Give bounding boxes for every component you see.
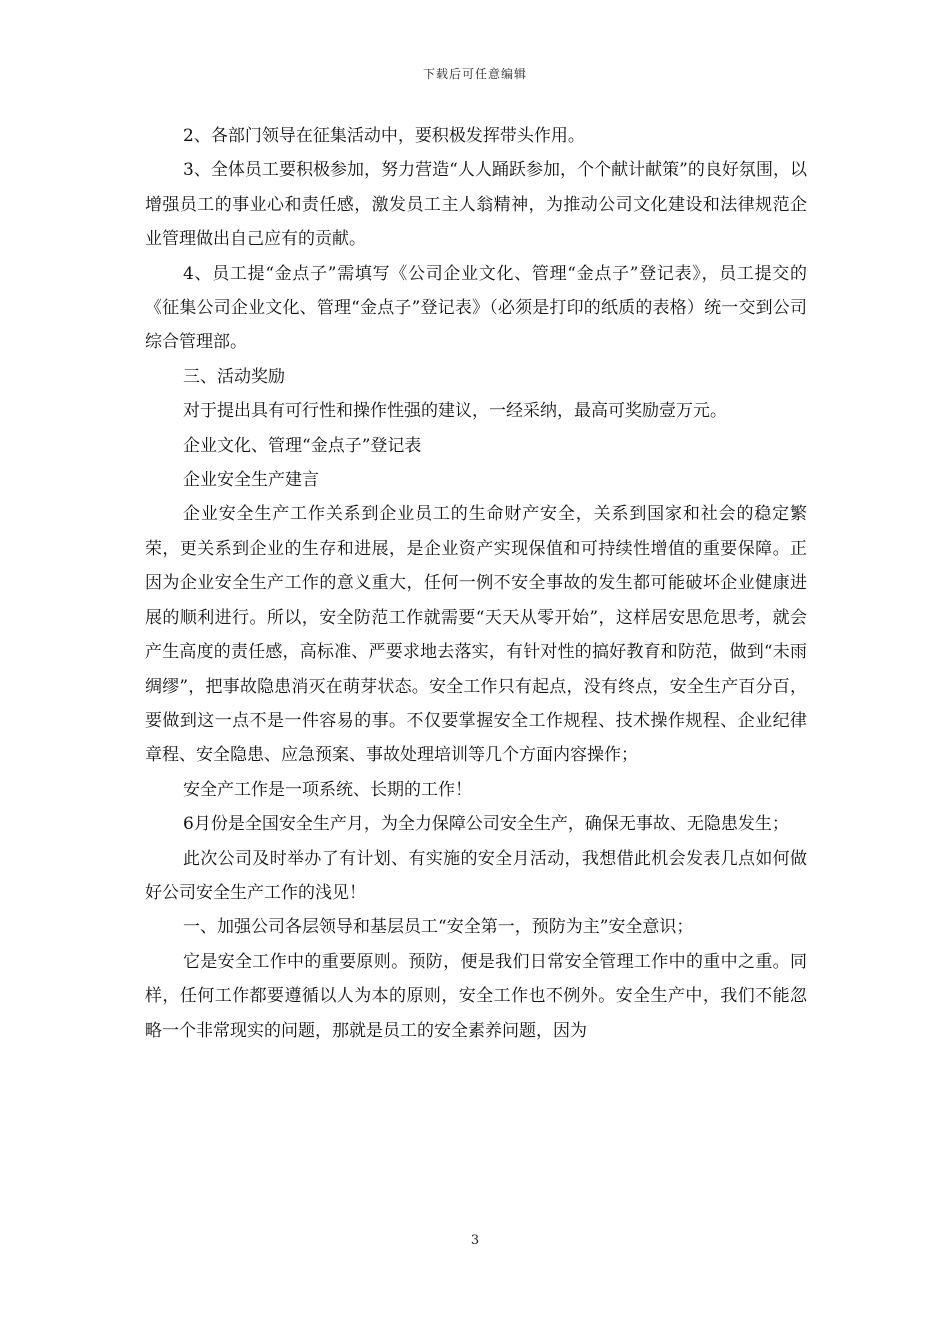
section-heading: 一、加强公司各层领导和基层员工“安全第一，预防为主”安全意识； (183, 917, 694, 938)
paragraph: 6月份是全国安全生产月，为全力保障公司安全生产，确保无事故、无隐患发生； (183, 814, 789, 835)
page-number: 3 (470, 1233, 480, 1248)
document-body (145, 119, 807, 1048)
paragraph: 3、全体员工要积极参加，努力营造“人人踊跃参加，个个献计献策”的良好氛围，以增强员工的事业心和责任感，激发员工主人翁精神，为推动公司文化建设和法律规范企业管理做出自己应有的贡献。 (145, 160, 807, 250)
paragraph: 4、员工提“金点子”需填写《公司企业文化、管理“金点子”登记表》，员工提交的《征集公司企业文化、管理“金点子”登记表》（必须是打印的纸质的表格）统一交到公司综合管理部。 (145, 263, 807, 353)
page-header: 下载后可任意编辑 (422, 67, 527, 81)
section-heading: 三、活动奖励 (183, 366, 285, 387)
paragraph: 2、各部门领导在征集活动中，要积极发挥带头作用。 (183, 126, 585, 146)
paragraph: 企业安全生产工作关系到企业员工的生命财产安全，关系到国家和社会的稳定繁荣，更关系到企业的生存和进展，是企业资产实现保值和可持续性增值的重要保障。正因为企业安全生产工作的意义重大，任何一例不安全事故的发生都可能破坏企业健康进展的顺利进行。所以，安全防范工作就需要“天天从零开始”，这样居安思危思考，就会产生高度的责任感，高标准、严要求地去落实，有针对性的搞好教育和防范，做到“未雨绸缪”，把事故隐患消灭在萌芽状态。安全工作只有起点，没有终点，安全生产百分百，要做到这一点不是一件容易的事。不仅要掌握安全工作规程、技术操作规程、企业纪律章程、安全隐患、应急预案、事故处理培训等几个方面内容操作； (145, 504, 807, 766)
paragraph: 安全产工作是一项系统、长期的工作！ (183, 779, 472, 800)
paragraph: 对于提出具有可行性和操作性强的建议，一经采纳，最高可奖励壹万元。 (183, 401, 727, 422)
paragraph: 此次公司及时举办了有计划、有实施的安全月活动，我想借此机会发表几点如何做好公司安全生产工作的浅见！ (145, 848, 807, 903)
form-title: 企业文化、管理“金点子”登记表 (183, 435, 422, 456)
article-title: 企业安全生产建言 (183, 470, 319, 491)
paragraph: 它是安全工作中的重要原则。预防，便是我们日常安全管理工作中的重中之重。同样，任何工作都要遵循以人为本的原则，安全工作也不例外。安全生产中，我们不能忽略一个非常现实的问题，那就是员工的安全素养问题，因为 (145, 951, 807, 1041)
